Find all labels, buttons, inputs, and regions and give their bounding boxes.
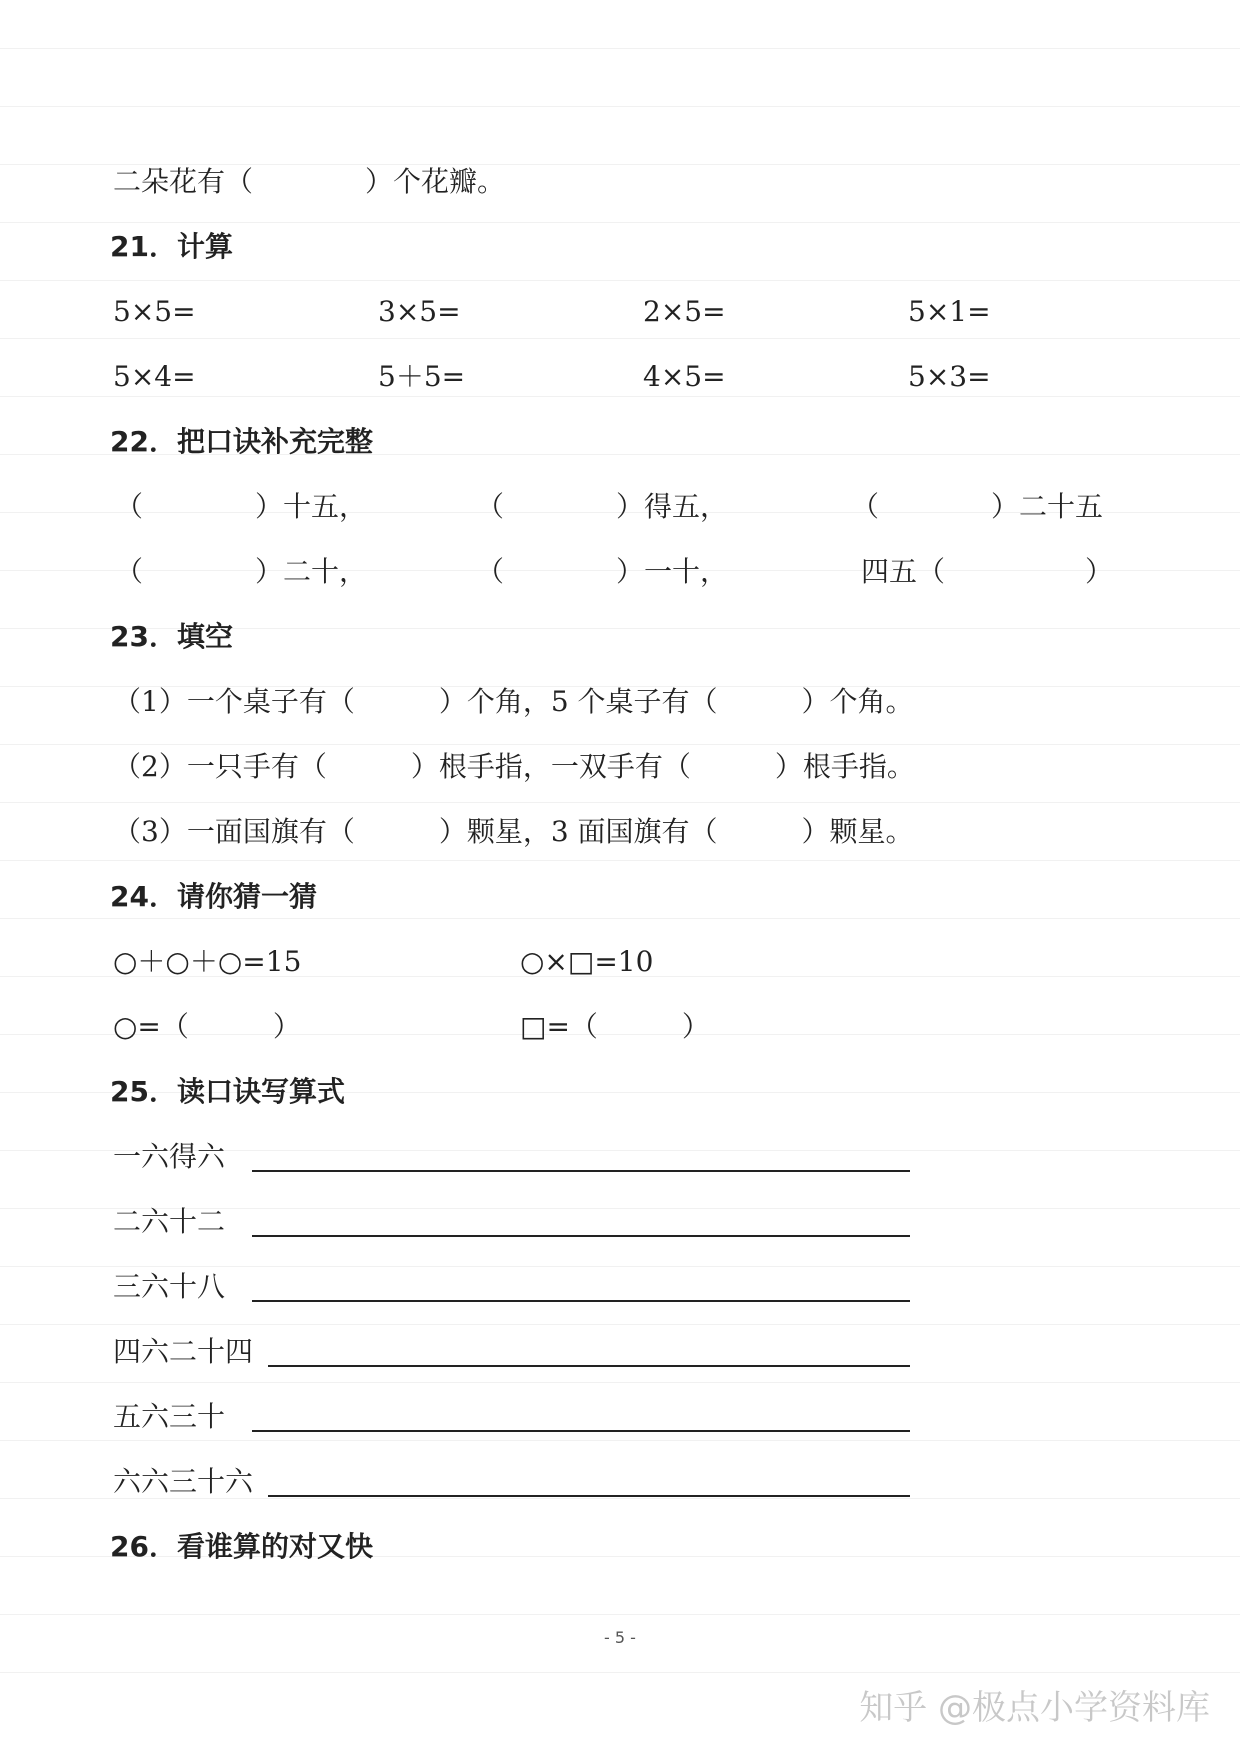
q24-answer-left: ○=（ ） xyxy=(113,1010,301,1043)
ruled-line xyxy=(0,280,1240,281)
q22-blank: （ ）二十五 xyxy=(851,490,1104,523)
q25-mnemonic: 五六三十 xyxy=(113,1400,226,1433)
watermark: 知乎 @极点小学资料库 xyxy=(859,1688,1210,1728)
q24-heading-row xyxy=(0,877,1240,917)
ruled-line xyxy=(0,106,1240,107)
ruled-line xyxy=(0,1614,1240,1615)
answer-underline xyxy=(252,1235,910,1237)
ruled-line xyxy=(0,222,1240,223)
q21-expr: 5×4= xyxy=(113,360,196,393)
q25-item-row xyxy=(0,1332,1240,1372)
q25-mnemonic: 一六得六 xyxy=(113,1140,226,1173)
ruled-line xyxy=(0,1440,1240,1441)
q23-title: 23．填空 xyxy=(110,620,233,653)
ruled-line xyxy=(0,918,1240,919)
q22-blank: （ ）一十， xyxy=(476,555,729,588)
page-number: - 5 - xyxy=(604,1628,636,1647)
q22-blank: （ ）十五， xyxy=(115,490,368,523)
q24-equation-left: ○＋○＋○=15 xyxy=(113,945,302,978)
q24-equation-row xyxy=(0,942,1240,982)
q25-mnemonic: 四六二十四 xyxy=(113,1335,254,1368)
q21-expr: 5×1= xyxy=(908,295,991,328)
q23-item: （3）一面国旗有（ ）颗星，3 面国旗有（ ）颗星。 xyxy=(113,815,914,848)
intro-row xyxy=(0,162,1240,202)
q25-mnemonic: 二六十二 xyxy=(113,1205,226,1238)
answer-underline xyxy=(268,1495,910,1497)
q23-item-row xyxy=(0,682,1240,722)
q25-item-row xyxy=(0,1202,1240,1242)
ruled-line xyxy=(0,1382,1240,1383)
q22-row-1 xyxy=(0,487,1240,527)
q26-heading-row xyxy=(0,1527,1240,1567)
q22-heading-row xyxy=(0,422,1240,462)
q24-answer-row xyxy=(0,1007,1240,1047)
q22-title: 22．把口诀补充完整 xyxy=(110,425,373,458)
q25-item-row xyxy=(0,1397,1240,1437)
q21-expr: 5×5= xyxy=(113,295,196,328)
q23-heading-row xyxy=(0,617,1240,657)
ruled-line xyxy=(0,744,1240,745)
ruled-line xyxy=(0,1672,1240,1673)
q25-heading-row xyxy=(0,1072,1240,1112)
ruled-line xyxy=(0,48,1240,49)
q23-item: （2）一只手有（ ）根手指，一双手有（ ）根手指。 xyxy=(113,750,915,783)
q25-item-row xyxy=(0,1462,1240,1502)
q24-equation-right: ○×□=10 xyxy=(520,945,654,978)
q22-blank: （ ）二十， xyxy=(115,555,368,588)
q21-expr: 5×3= xyxy=(908,360,991,393)
q23-item-row xyxy=(0,812,1240,852)
q21-expr: 3×5= xyxy=(378,295,461,328)
q23-item: （1）一个桌子有（ ）个角，5 个桌子有（ ）个角。 xyxy=(113,685,914,718)
q24-title: 24．请你猜一猜 xyxy=(110,880,317,913)
q25-title: 25．读口诀写算式 xyxy=(110,1075,345,1108)
q22-row-2 xyxy=(0,552,1240,592)
q25-mnemonic: 六六三十六 xyxy=(113,1465,254,1498)
answer-underline xyxy=(252,1300,910,1302)
answer-underline xyxy=(268,1365,910,1367)
ruled-line xyxy=(0,860,1240,861)
intro-text: 二朵花有（ ）个花瓣。 xyxy=(113,165,506,198)
q21-row-1 xyxy=(0,292,1240,332)
q24-answer-right: □=（ ） xyxy=(520,1010,710,1043)
q21-heading-row xyxy=(0,227,1240,267)
q25-item-row xyxy=(0,1137,1240,1177)
q22-blank: （ ）得五， xyxy=(476,490,729,523)
q26-title: 26．看谁算的对又快 xyxy=(110,1530,373,1563)
ruled-line xyxy=(0,338,1240,339)
q21-expr: 2×5= xyxy=(643,295,726,328)
q25-mnemonic: 三六十八 xyxy=(113,1270,226,1303)
q21-row-2 xyxy=(0,357,1240,397)
answer-underline xyxy=(252,1430,910,1432)
answer-underline xyxy=(252,1170,910,1172)
q21-title: 21．计算 xyxy=(110,230,233,263)
q25-item-row xyxy=(0,1267,1240,1307)
q21-expr: 5＋5= xyxy=(378,360,466,393)
q22-blank: 四五（ ） xyxy=(861,555,1114,588)
ruled-line xyxy=(0,1324,1240,1325)
q21-expr: 4×5= xyxy=(643,360,726,393)
ruled-line xyxy=(0,802,1240,803)
q23-item-row xyxy=(0,747,1240,787)
